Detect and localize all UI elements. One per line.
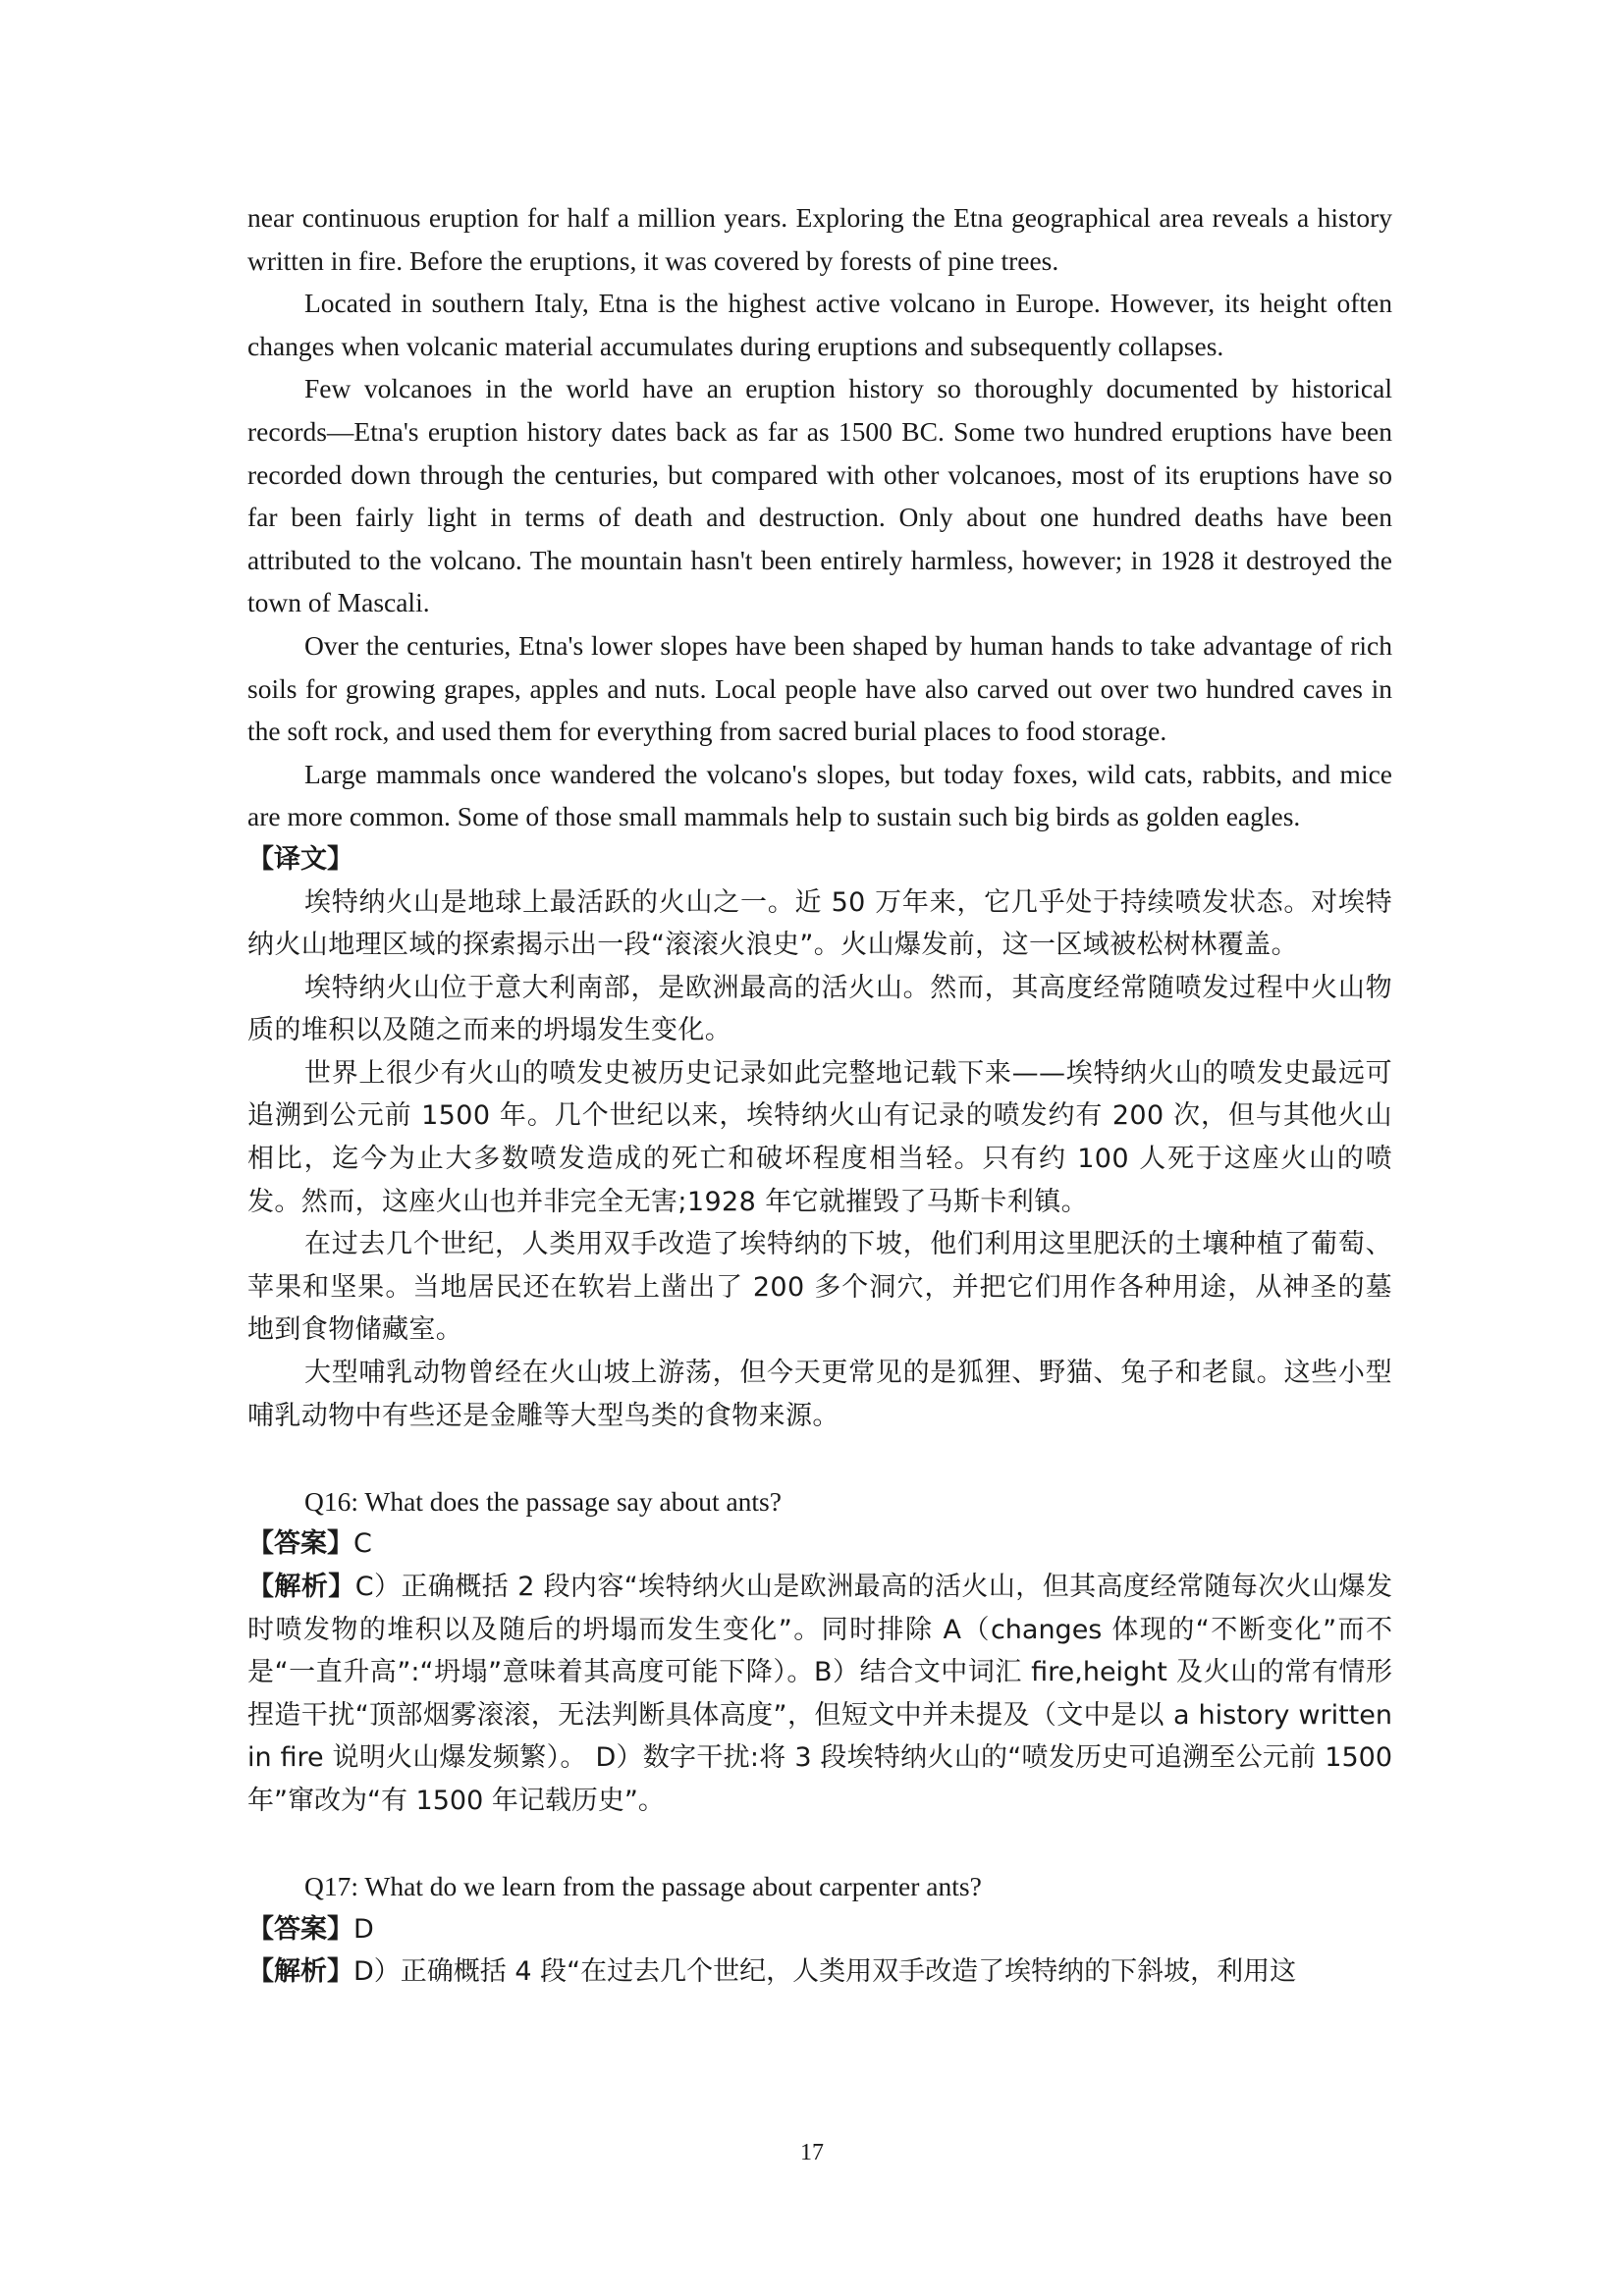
q17-analysis-label: 【解析】 xyxy=(247,1956,353,1988)
translation-paragraph-2: 埃特纳火山位于意大利南部，是欧洲最高的活火山。然而，其高度经常随喷发过程中火山物质的堆积以及随之而来的坍塌发生变化。 xyxy=(247,972,1392,1046)
translation-paragraph-3: 世界上很少有火山的喷发史被历史记录如此完整地记载下来——埃特纳火山的喷发史最远可追溯到公元前 1500 年。几个世纪以来，埃特纳火山有记录的喷发约有 200 次，但与其他火山相比，迄今为止大多数喷发造成的死亡和破坏程度相当轻。只有约 100 人死于这座火山的喷发。然而，这座火山也并非完全无害;1928 年它就摧毁了马斯卡利镇。 xyxy=(247,1057,1392,1217)
q16-answer xyxy=(247,1522,1392,1566)
q17-analysis xyxy=(247,1950,1392,1994)
q17-answer-label: 【答案】 xyxy=(247,1913,353,1945)
q17-question: Q17: What do we learn from the passage about carpenter ants? xyxy=(304,1871,982,1902)
q16-analysis-label: 【解析】 xyxy=(247,1572,355,1602)
passage-paragraph-4: Over the centuries, Etna's lower slopes have been shaped by human hands to take advantage of rich soils for growing grapes, apples and nuts. Local people have also carved out over two hundred caves in the soft rock, and used them for everything from sacred burial places to food storage. xyxy=(247,629,1392,747)
translation-paragraph-1: 埃特纳火山是地球上最活跃的火山之一。近 50 万年来，它几乎处于持续喷发状态。对埃特纳火山地理区域的探索揭示出一段“滚滚火浪史”。火山爆发前，这一区域被松树林覆盖。 xyxy=(247,886,1392,961)
translation-paragraph-4: 在过去几个世纪，人类用双手改造了埃特纳的下坡，他们利用这里肥沃的土壤种植了葡萄、苹果和坚果。当地居民还在软岩上凿出了 200 多个洞穴，并把它们用作各种用途，从神圣的墓地到食物储藏室。 xyxy=(247,1229,1392,1346)
q16-analysis xyxy=(247,1566,1392,1823)
passage-paragraph-2: Located in southern Italy, Etna is the highest active volcano in Europe. However, its height often changes when volcanic material accumulates during eruptions and subsequently collapses. xyxy=(247,288,1392,361)
translation-paragraph-5: 大型哺乳动物曾经在火山坡上游荡，但今天更常见的是狐狸、野猫、兔子和老鼠。这些小型哺乳动物中有些还是金雕等大型鸟类的食物来源。 xyxy=(247,1358,1392,1431)
q17-analysis-text: D）正确概括 4 段“在过去几个世纪，人类用双手改造了埃特纳的下斜坡，利用这 xyxy=(353,1956,1297,1988)
spacer xyxy=(247,1437,1392,1480)
passage-paragraph-1: near continuous eruption for half a million years. Exploring the Etna geographical area reveals a history written in fire. Before the eruptions, it was covered by forests of pine trees. xyxy=(247,202,1392,276)
q16-answer-label: 【答案】 xyxy=(247,1528,353,1560)
passage-paragraph-5: Large mammals once wandered the volcano's slopes, but today foxes, wild cats, rabbits, and mice are more common. Some of those small mammals help to sustain such big birds as golden eagles. xyxy=(247,758,1392,832)
document-body xyxy=(247,196,1392,1994)
passage-paragraph-3: Few volcanoes in the world have an eruption history so thoroughly documented by historical records—Etna's eruption history dates back as far as 1500 BC. Some two hundred eruptions have been recorded down through the centuries, but compared with other volcanoes, most of its eruptions have so far been fairly light in terms of death and destruction. Only about one hundred deaths have been attributed to the volcano. The mountain hasn't been entirely harmless, however; in 1928 it destroyed the town of Mascali. xyxy=(247,373,1392,618)
translation-heading: 【译文】 xyxy=(247,843,353,875)
q17-answer xyxy=(247,1908,1392,1951)
spacer xyxy=(247,1823,1392,1866)
q17-answer-value: D xyxy=(353,1913,374,1945)
q16-analysis-text: C）正确概括 2 段内容“埃特纳火山是欧洲最高的活火山，但其高度经常随每次火山爆发时喷发物的堆积以及随后的坍塌而发生变化”。同时排除 A（changes 体现的“不断变化”而不是“一直升高”:“坍塌”意味着其高度可能下降）。B）结合文中词汇 fire,height 及火山的常有情形捏造干扰“顶部烟雾滚滚，无法判断具体高度”，但短文中并未提及（文中是以 a history written in fire 说明火山爆发频繁）。 D）数字干扰:将 3 段埃特纳火山的“喷发历史可追溯至公元前 1500 年”窜改为“有 1500 年记载历史”。 xyxy=(247,1572,1392,1816)
page-number: 17 xyxy=(800,2140,824,2165)
q16-answer-value: C xyxy=(353,1528,372,1560)
q16-question: Q16: What does the passage say about ants? xyxy=(304,1485,782,1517)
